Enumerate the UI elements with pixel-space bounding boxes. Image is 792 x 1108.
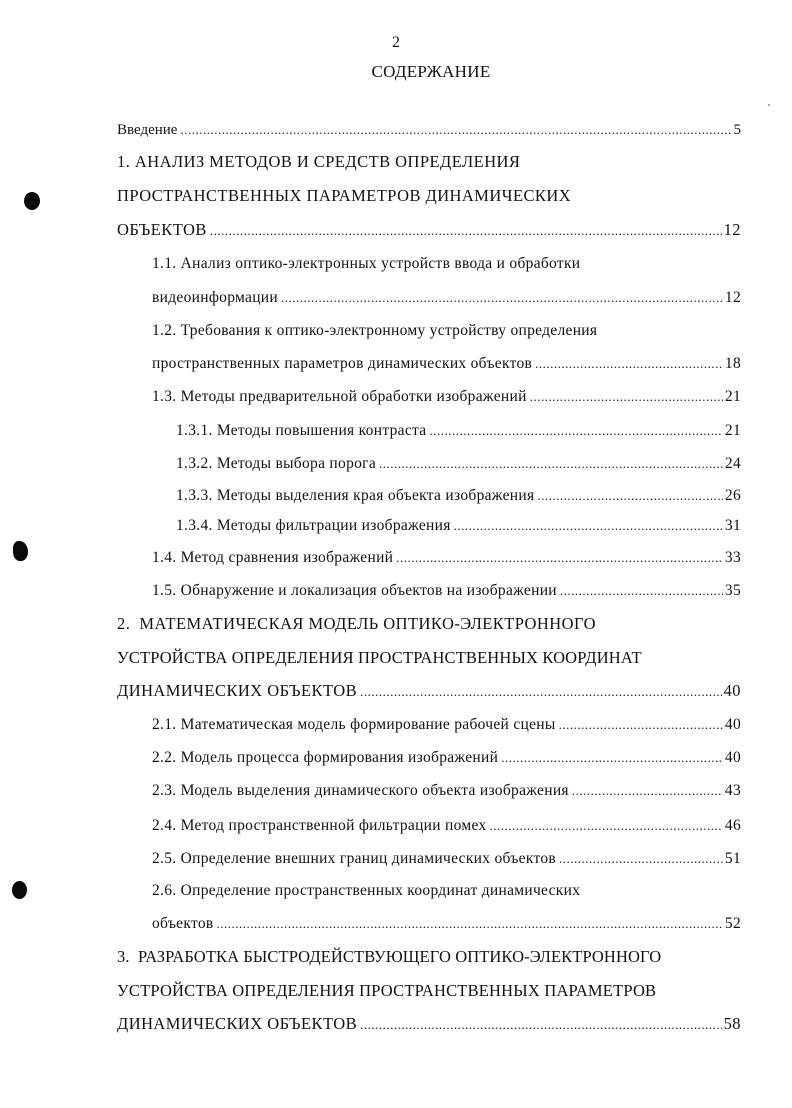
toc-entry-1-1[interactable] bbox=[152, 252, 580, 276]
toc-entry-1-1-end[interactable] bbox=[152, 286, 741, 310]
toc-page-number: 33 bbox=[724, 549, 741, 566]
dot-leader bbox=[490, 814, 723, 838]
toc-page-number: 5 bbox=[733, 122, 741, 138]
toc-entry-text: 2.1. Математическая модель формирование рабочей сцены bbox=[152, 716, 556, 733]
dot-leader bbox=[396, 546, 723, 570]
toc-entry-text: пространственных параметров динамических объектов bbox=[152, 355, 533, 372]
toc-page-number: 58 bbox=[723, 1014, 741, 1033]
toc-page-number: 24 bbox=[724, 455, 741, 472]
toc-entry-text: УСТРОЙСТВА ОПРЕДЕЛЕНИЯ ПРОСТРАНСТВЕННЫХ ПАРАМЕТРОВ bbox=[117, 981, 657, 1000]
toc-entry-text: 2.3. Модель выделения динамического объекта изображения bbox=[152, 782, 569, 799]
toc-entry-text: ДИНАМИЧЕСКИХ ОБЪЕКТОВ bbox=[117, 1014, 358, 1033]
dot-leader bbox=[360, 1013, 722, 1037]
toc-page-number: 46 bbox=[724, 817, 741, 834]
toc-entry-text: 1.1. Анализ оптико-электронных устройств ввода и обработки bbox=[152, 255, 581, 272]
toc-entry-2-6[interactable] bbox=[152, 879, 580, 903]
toc-entry-text: ДИНАМИЧЕСКИХ ОБЪЕКТОВ bbox=[117, 681, 358, 700]
page-number: 2 bbox=[392, 34, 400, 51]
toc-entry-2-2[interactable] bbox=[152, 746, 741, 770]
toc-entry-1-5[interactable] bbox=[152, 579, 741, 603]
punch-hole-middle bbox=[13, 541, 28, 561]
dot-leader bbox=[281, 286, 723, 310]
toc-page-number: 43 bbox=[724, 782, 741, 799]
toc-entry-2-6-end[interactable] bbox=[152, 912, 741, 936]
toc-entry-1-3-3[interactable] bbox=[176, 484, 741, 508]
toc-entry-chapter-1-end[interactable] bbox=[117, 218, 741, 242]
toc-page-number: 21 bbox=[724, 422, 741, 439]
toc-entry-text: 1.3.3. Методы выделения края объекта изображения bbox=[176, 487, 535, 504]
toc-entry-1-2[interactable] bbox=[152, 319, 597, 343]
toc-entry-text: 1.3.2. Методы выбора порога bbox=[176, 455, 377, 472]
scan-speck bbox=[768, 104, 770, 106]
toc-entry-2-5[interactable] bbox=[152, 847, 741, 871]
toc-page-number: 12 bbox=[724, 289, 741, 306]
punch-hole-bottom bbox=[12, 881, 27, 899]
dot-leader bbox=[180, 118, 731, 142]
toc-entry-text: 3. РАЗРАБОТКА БЫСТРОДЕЙСТВУЮЩЕГО ОПТИКО-ЭЛЕКТРОННОГО bbox=[117, 947, 662, 966]
toc-page-number: 12 bbox=[723, 220, 741, 239]
dot-leader bbox=[429, 419, 722, 443]
toc-page-number: 31 bbox=[724, 517, 741, 534]
toc-entry-text: ОБЪЕКТОВ bbox=[117, 220, 207, 239]
toc-page-number: 40 bbox=[724, 749, 741, 766]
toc-entry-2-4[interactable] bbox=[152, 814, 741, 838]
toc-entry-1-3-4[interactable] bbox=[176, 514, 741, 538]
dot-leader bbox=[454, 514, 723, 538]
toc-page-number: 35 bbox=[724, 582, 741, 599]
toc-entry-1-3[interactable] bbox=[152, 385, 741, 409]
punch-hole-top bbox=[24, 192, 40, 210]
toc-entry-text: 1.5. Обнаружение и локализация объектов на изображении bbox=[152, 582, 557, 599]
dot-leader bbox=[360, 680, 722, 704]
toc-entry-text: 2.2. Модель процесса формирования изображений bbox=[152, 749, 499, 766]
toc-entry-text: 1.4. Метод сравнения изображений bbox=[152, 549, 394, 566]
toc-page-number: 40 bbox=[723, 681, 741, 700]
toc-entry-text: видеоинформации bbox=[152, 289, 278, 306]
toc-entry-text: ПРОСТРАНСТВЕННЫХ ПАРАМЕТРОВ ДИНАМИЧЕСКИХ bbox=[117, 186, 572, 205]
dot-leader bbox=[210, 219, 722, 243]
toc-page-number: 18 bbox=[724, 355, 741, 372]
toc-entry-chapter-2[interactable] bbox=[117, 612, 596, 636]
dot-leader bbox=[530, 385, 723, 409]
dot-leader bbox=[535, 352, 723, 376]
toc-entry-1-3-2[interactable] bbox=[176, 452, 741, 476]
toc-entry-text: 1. АНАЛИЗ МЕТОДОВ И СРЕДСТВ ОПРЕДЕЛЕНИЯ bbox=[117, 152, 521, 171]
toc-entry-chapter-1-cont[interactable] bbox=[117, 184, 571, 208]
toc-entry-text: Введение bbox=[117, 122, 178, 138]
dot-leader bbox=[559, 713, 723, 737]
toc-entry-chapter-3-cont[interactable] bbox=[117, 979, 656, 1003]
toc-entry-chapter-3-end[interactable] bbox=[117, 1012, 741, 1036]
toc-page-number: 40 bbox=[724, 716, 741, 733]
dot-leader bbox=[537, 484, 722, 508]
toc-entry-1-2-end[interactable] bbox=[152, 352, 741, 376]
toc-page-number: 21 bbox=[724, 388, 741, 405]
dot-leader bbox=[572, 779, 723, 803]
dot-leader bbox=[560, 579, 723, 603]
toc-entry-2-1[interactable] bbox=[152, 713, 741, 737]
dot-leader bbox=[217, 912, 723, 936]
toc-page-number: 26 bbox=[724, 487, 741, 504]
toc-entry-chapter-2-end[interactable] bbox=[117, 679, 741, 703]
toc-page-number: 52 bbox=[724, 915, 741, 932]
toc-entry-text: объектов bbox=[152, 915, 214, 932]
toc-entry-text: 1.2. Требования к оптико-электронному устройству определения bbox=[152, 322, 598, 339]
toc-entry-introduction[interactable] bbox=[117, 118, 741, 142]
toc-entry-1-3-1[interactable] bbox=[176, 419, 741, 443]
toc-entry-text: 1.3.4. Методы фильтрации изображения bbox=[176, 517, 451, 534]
dot-leader bbox=[501, 746, 723, 770]
toc-entry-text: 2.6. Определение пространственных координат динамических bbox=[152, 882, 581, 899]
toc-page-number: 51 bbox=[724, 850, 741, 867]
toc-entry-text: 2.5. Определение внешних границ динамических объектов bbox=[152, 850, 557, 867]
toc-entry-chapter-3[interactable] bbox=[117, 945, 661, 969]
toc-entry-text: УСТРОЙСТВА ОПРЕДЕЛЕНИЯ ПРОСТРАНСТВЕННЫХ КООРДИНАТ bbox=[117, 648, 642, 667]
toc-entry-chapter-1[interactable] bbox=[117, 150, 520, 174]
dot-leader bbox=[559, 847, 723, 871]
toc-entry-2-3[interactable] bbox=[152, 779, 741, 803]
dot-leader bbox=[379, 452, 723, 476]
page-title: СОДЕРЖАНИЕ bbox=[371, 62, 491, 81]
toc-entry-1-4[interactable] bbox=[152, 546, 741, 570]
toc-entry-text: 2.4. Метод пространственной фильтрации помех bbox=[152, 817, 487, 834]
toc-entry-text: 1.3. Методы предварительной обработки изображений bbox=[152, 388, 527, 405]
toc-entry-text: 1.3.1. Методы повышения контраста bbox=[176, 422, 427, 439]
toc-entry-text: 2. МАТЕМАТИЧЕСКАЯ МОДЕЛЬ ОПТИКО-ЭЛЕКТРОННОГО bbox=[117, 614, 596, 633]
toc-entry-chapter-2-cont[interactable] bbox=[117, 646, 642, 670]
